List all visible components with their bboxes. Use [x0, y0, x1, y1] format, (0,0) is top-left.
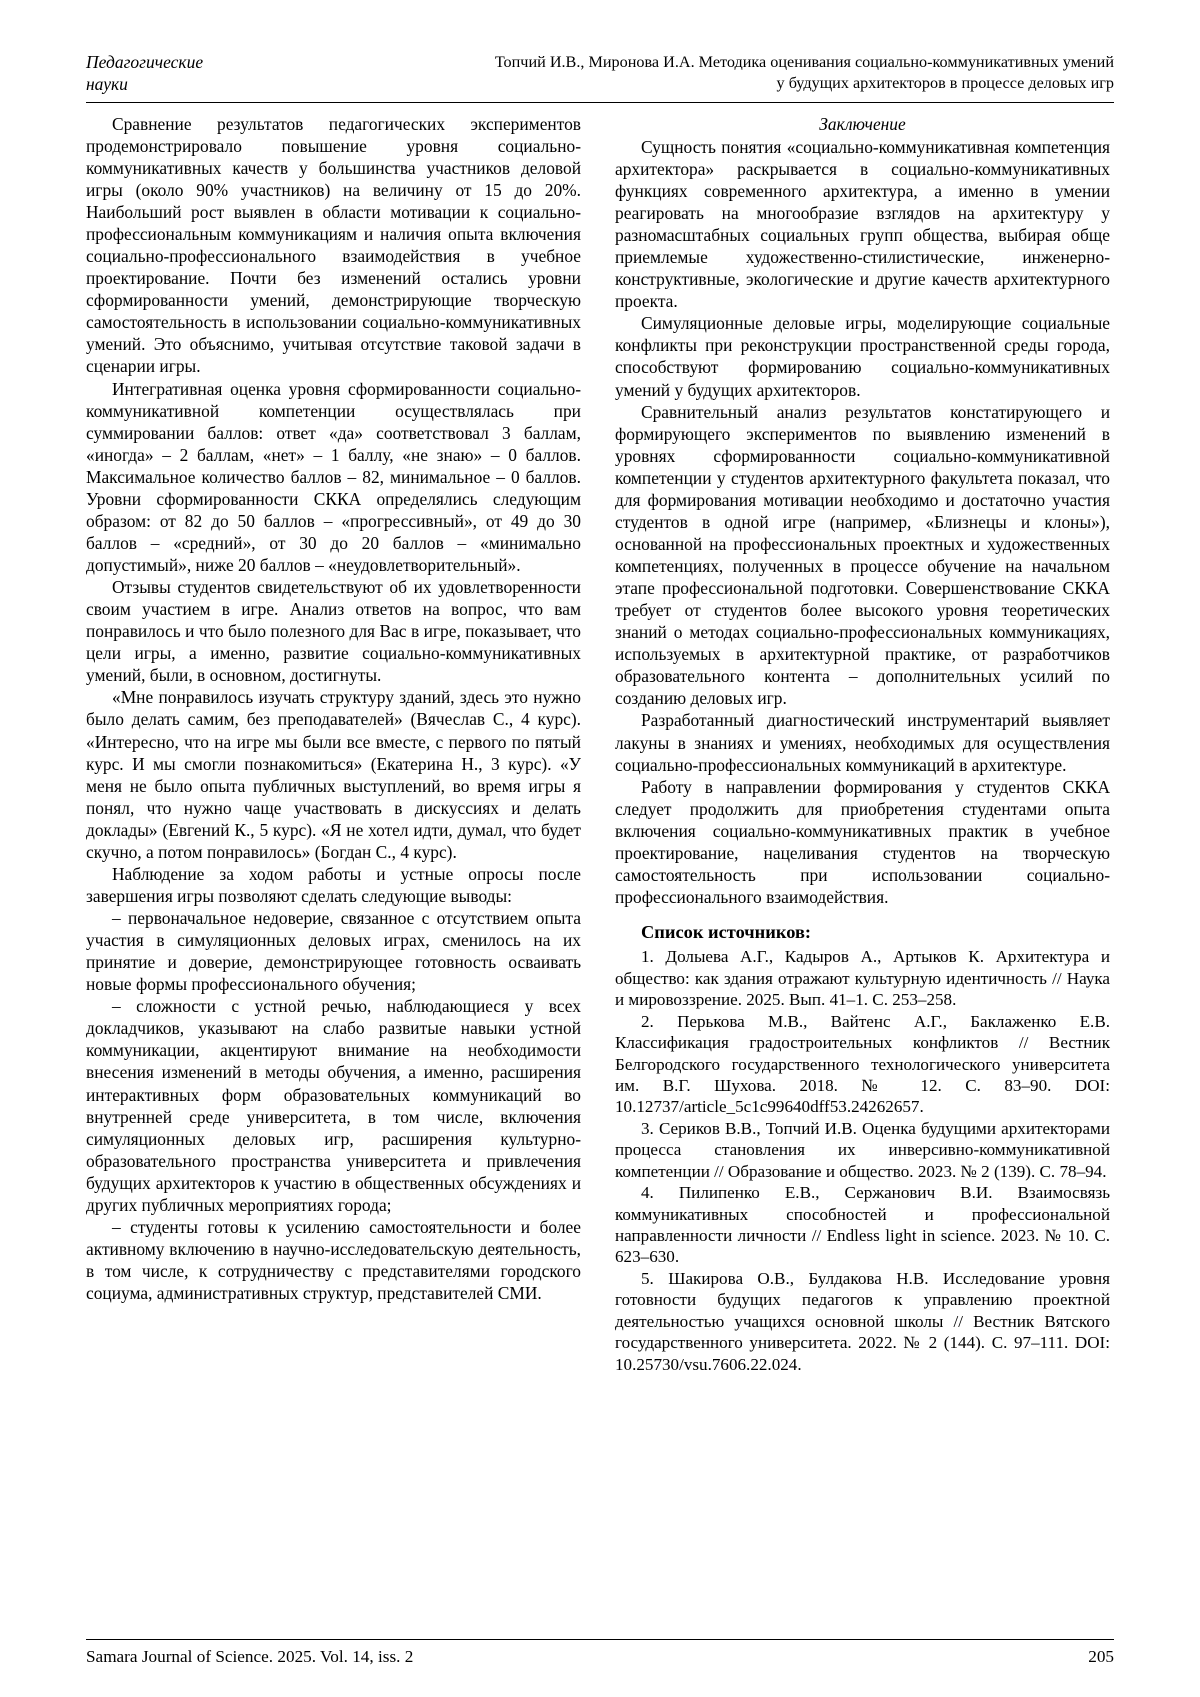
paragraph: Работу в направлении формирования у студентов СККА следует продолжить для приобретения студентами опыта включения социально-коммуникативных практик в учебное проектирование, нацеливания студентов на творческую самостоятельность при использовании социально-профессионального взаимодействия.	[615, 776, 1110, 907]
paragraph: «Мне понравилось изучать структуру зданий, здесь это нужно было делать самим, без преподавателей» (Вячеслав С., 4 курс). «Интересно, что на игре мы были все вместе, с первого по пятый курс. И мы смогли познакомиться» (Екатерина Н., 3 курс). «У меня не было опыта публичных выступлений, во время игры я понял, что нужно чаще участвовать в дискуссиях и делать доклады» (Евгений К., 5 курс). «Я не хотел идти, думал, что будет скучно, а потом понравилось» (Богдан С., 4 курс).	[86, 687, 581, 862]
paragraph: – студенты готовы к усилению самостоятельности и более активному включению в научно-исследовательскую деятельность, в том числе, к сотрудничеству с представителями городского социума, административных структур, представителей СМИ.	[86, 1216, 581, 1304]
paragraph: Сравнительный анализ результатов констатирующего и формирующего экспериментов по выявлению изменений в уровнях сформированности социально-коммуникативной компетенции у студентов архитектурного факультета показал, что для формирования мотивации необходимо и достаточно участия студентов в одной игре (например, «Близнецы и клоны»), основанной на профессиональных проектных и художественных компетенциях, полученных в процессе обучение на начальном этапе профессиональной подготовки. Совершенствование СККА требует от студентов более высокого уровня теоретических знаний о методах социально-профессиональных коммуникациях, используемых в архитектурной практике, от разработчиков образовательного контента – дополнительных усилий по созданию деловых игр.	[615, 401, 1110, 709]
page-footer	[86, 1639, 1114, 1667]
body-columns	[86, 113, 1114, 1573]
running-head-article-line2: у будущих архитекторов в процессе деловых игр	[776, 74, 1114, 93]
reference-item: 1. Долыева А.Г., Кадыров А., Артыков К. Архитектура и общество: как здания отражают культурную идентичность // Наука и мировоззрение. 2025. Вып. 41–1. С. 253–258.	[615, 947, 1110, 1010]
paragraph: Наблюдение за ходом работы и устные опросы после завершения игры позволяют сделать следующие выводы:	[86, 863, 581, 906]
reference-item: 2. Перькова М.В., Вайтенс А.Г., Баклаженко Е.В. Классификация градостроительных конфликтов // Вестник Белгородского государственного технологического университета им. В.Г. Шухова. 2018. № 12. С. 83–90. DOI: 10.12737/article_5c1c99640dff53.24262657.	[615, 1011, 1110, 1117]
running-head-section-line2: науки	[86, 73, 128, 94]
journal-citation: Samara Journal of Science. 2025. Vol. 14, iss. 2	[86, 1647, 414, 1666]
page-number: 205	[1088, 1647, 1114, 1666]
paragraph: Разработанный диагностический инструментарий выявляет лакуны в знаниях и умениях, необходимых для осуществления социально-профессиональных коммуникаций в архитектуре.	[615, 710, 1110, 775]
references-heading: Список источников:	[641, 922, 812, 942]
reference-item: 4. Пилипенко Е.В., Сержанович В.И. Взаимосвязь коммуникативных способностей и профессиональной направленности личности // Endless light in science. 2023. № 10. С. 623–630.	[615, 1183, 1110, 1267]
reference-item: 3. Сериков В.В., Топчий И.В. Оценка будущими архитекторами процесса становления их инверсивно-коммуникативной компетенции // Образование и общество. 2023. № 2 (139). С. 78–94.	[615, 1118, 1110, 1181]
left-column	[86, 113, 581, 1573]
paragraph: Сущность понятия «социально-коммуникативная компетенция архитектора» раскрывается в социально-коммуникативных функциях современного архитектура, а именно в умении реагировать на многообразие взглядов на архитектуру у разномасштабных социальных групп общества, выбирая обще приемлемые художественно-стилистические, инженерно-конструктивные, экологические и другие качеств архитектурного проекта.	[615, 136, 1110, 312]
paragraph: Интегративная оценка уровня сформированности социально-коммуникативной компетенции осуществлялась при суммировании баллов: ответ «да» соответствовал 3 баллам, «иногда» – 2 баллам, «нет» – 1 баллу, «не знаю» – 0 баллов. Максимальное количество баллов – 82, минимальное – 0 баллов. Уровни сформированности СККА определялись следующим образом: от 82 до 50 баллов – «прогрессивный», от 49 до 30 баллов – «средний», от 30 до 20 баллов – «минимально допустимый», ниже 20 баллов – «неудовлетворительный».	[86, 378, 581, 575]
running-head	[86, 52, 1114, 103]
running-head-section-line1: Педагогические	[86, 52, 204, 72]
paragraph: Отзывы студентов свидетельствуют об их удовлетворенности своим участием в игре. Анализ ответов на вопрос, что вам понравилось и что было полезного для Вас в игре, показывает, что цели игры, а именно, развитие социально-коммуникативных умений, были, в основном, достигнуты.	[86, 577, 581, 686]
paragraph: – первоначальное недоверие, связанное с отсутствием опыта участия в симуляционных деловых играх, сменилось на их принятие и доверие, демонстрирующее готовность осваивать новые формы профессионального обучения;	[86, 908, 581, 995]
running-head-article	[316, 52, 1114, 94]
reference-item: 5. Шакирова О.В., Булдакова Н.В. Исследование уровня готовности будущих педагогов к управлению проектной деятельностью учащихся основной школы // Вестник Вятского государственного университета. 2022. № 2 (144). С. 97–111. DOI: 10.25730/vsu.7606.22.024.	[615, 1268, 1110, 1374]
paragraph: Симуляционные деловые игры, моделирующие социальные конфликты при реконструкции пространственной среды города, способствуют формированию социально-коммуникативных умений у будущих архитекторов.	[615, 313, 1110, 400]
section-heading-conclusion: Заключение	[819, 113, 906, 134]
running-head-section	[86, 52, 316, 96]
paragraph: – сложности с устной речью, наблюдающиеся у всех докладчиков, указывают на слабо развитые навыки устной коммуникации, акцентируют внимание на необходимости внесения изменений в методы обучения, а именно, расширения интерактивных форм образовательных коммуникаций во внутренней среде университета, в том числе, включения симуляционных деловых игр, расширения культурно-образовательного пространства университета и привлечения будущих архитекторов к участию в общественных обсуждениях и других публичных мероприятиях города;	[86, 996, 581, 1215]
right-column	[615, 113, 1110, 1573]
paragraph: Сравнение результатов педагогических экспериментов продемонстрировало повышение уровня социально-коммуникативных качеств у большинства участников деловой игры (около 90% участников) на величину от 15 до 20%. Наибольший рост выявлен в области мотивации к социально-профессиональным коммуникациям и наличия опыта включения социально-профессионального взаимодействия в учебное проектирование. Почти без изменений остались уровни сформированности умений, демонстрирующие творческую самостоятельность в использовании социально-коммуникативных умений. Это объяснимо, учитывая отсутствие таковой задачи в сценарии игры.	[86, 113, 581, 377]
running-head-article-line1: Топчий И.В., Миронова И.А. Методика оценивания социально-коммуникативных умений	[494, 53, 1114, 71]
